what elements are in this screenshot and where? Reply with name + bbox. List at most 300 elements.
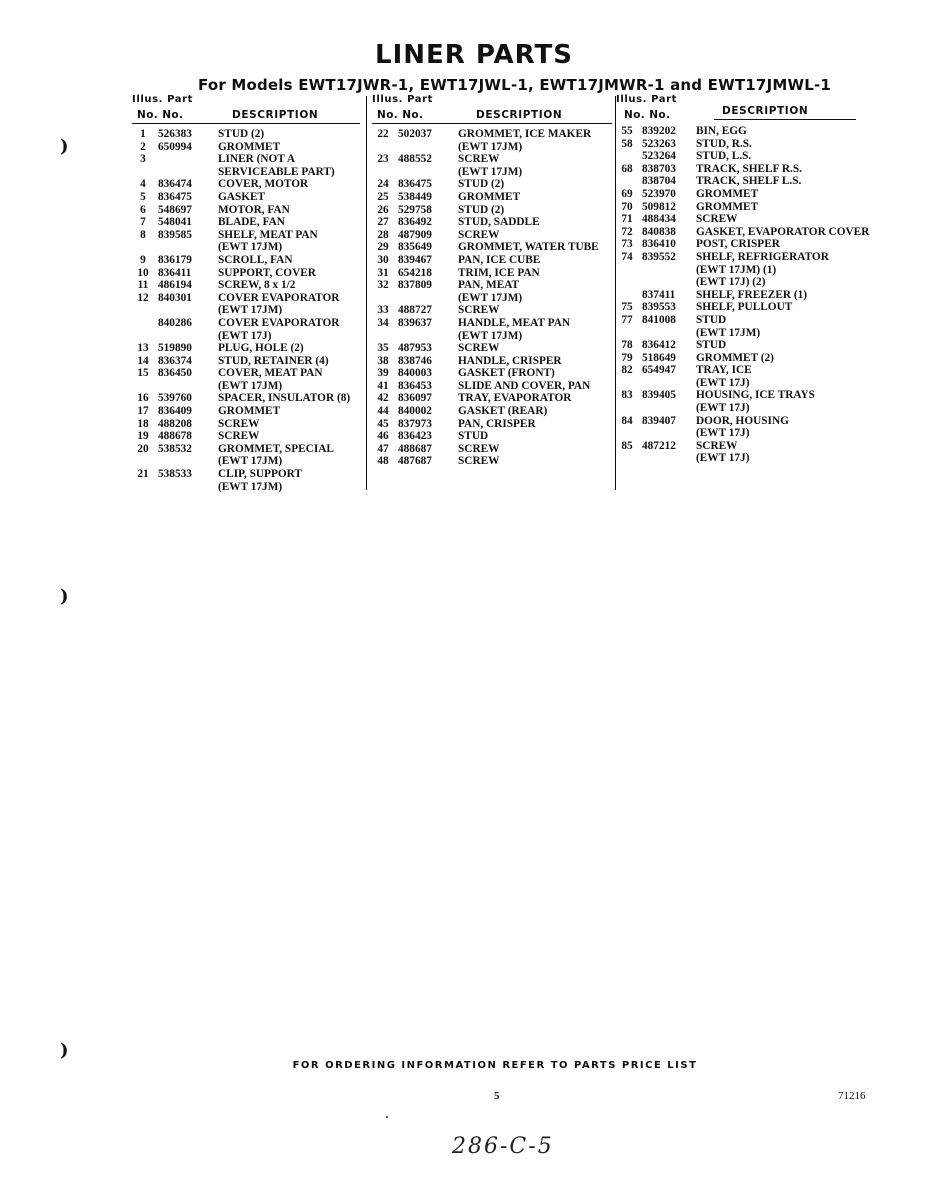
- illus-no: 82: [621, 364, 633, 377]
- illus-no: 72: [621, 225, 633, 238]
- part-no: [154, 166, 216, 179]
- part-no: 835649: [398, 241, 432, 254]
- handwritten-note: 286-C-5: [452, 1134, 554, 1159]
- table-row: [132, 342, 360, 355]
- table-row: [372, 191, 612, 204]
- part-no: 839407: [642, 414, 676, 427]
- column-header: [372, 94, 612, 128]
- part-no: 841008: [642, 313, 676, 326]
- illus-no: 47: [377, 442, 389, 455]
- illus-no: 9: [140, 253, 146, 266]
- models-subtitle: For Models EWT17JWR-1, EWT17JWL-1, EWT17JMWR-1 and EWT17JMWL-1: [198, 76, 832, 94]
- part-description: STUD (2): [458, 203, 505, 216]
- part-description: STUD: [458, 430, 489, 443]
- table-row: [132, 292, 360, 305]
- part-no: [638, 377, 694, 390]
- part-no: 836474: [158, 178, 192, 191]
- part-description: STUD, SADDLE: [458, 216, 540, 229]
- binding-hole-mark: ): [60, 1040, 69, 1061]
- part-no: 518649: [642, 351, 676, 364]
- illus-no: 48: [377, 455, 389, 468]
- part-description: PAN, CRISPER: [458, 417, 536, 430]
- part-description: SCREW: [458, 304, 500, 317]
- illus-no: [616, 427, 638, 440]
- part-description: SCREW: [218, 430, 260, 443]
- header-rule: [132, 123, 360, 124]
- part-no: 650994: [158, 140, 192, 153]
- part-description: HOUSING, ICE TRAYS: [696, 389, 815, 402]
- binding-hole-mark: ): [60, 586, 69, 607]
- part-description: DOOR, HOUSING: [696, 414, 789, 427]
- illus-no: 75: [621, 301, 633, 314]
- illus-no: 44: [377, 405, 389, 418]
- part-no: 487687: [398, 455, 432, 468]
- part-no: 839553: [642, 301, 676, 314]
- part-description: SCREW: [458, 228, 500, 241]
- part-description: STUD, R.S.: [696, 137, 752, 150]
- illus-no: 34: [377, 316, 389, 329]
- part-description: PAN, ICE CUBE: [458, 253, 541, 266]
- table-row: [616, 452, 870, 465]
- parts-rows: [132, 128, 360, 493]
- part-description: GROMMET, SPECIAL: [218, 442, 334, 455]
- part-description: LINER (NOT A: [218, 153, 296, 166]
- part-description: GROMMET: [218, 405, 281, 418]
- description-label: DESCRIPTION: [476, 109, 563, 121]
- illus-no: 2: [140, 140, 146, 153]
- part-description: SLIDE AND COVER, PAN: [458, 379, 591, 392]
- illus-no: [616, 327, 638, 340]
- part-description: STUD (2): [458, 178, 505, 191]
- part-no: 840002: [398, 405, 432, 418]
- illus-no: [132, 481, 154, 494]
- description-label: DESCRIPTION: [232, 109, 319, 121]
- part-description: (EWT 17JM): [218, 455, 283, 468]
- part-no: [154, 241, 216, 254]
- table-row: [132, 178, 360, 191]
- parts-column-3: [616, 94, 870, 465]
- part-description: GROMMET: [696, 200, 759, 213]
- page-number: 5: [494, 1090, 500, 1102]
- part-no: 502037: [398, 128, 432, 140]
- table-row: [616, 163, 870, 176]
- table-row: [616, 138, 870, 151]
- illus-no: 73: [621, 238, 633, 251]
- table-row: [616, 364, 870, 377]
- table-row: [132, 216, 360, 229]
- part-no: 538532: [158, 442, 192, 455]
- part-description: TRIM, ICE PAN: [458, 266, 540, 279]
- part-no: [638, 402, 694, 415]
- part-description: (EWT 17J): [696, 452, 750, 465]
- parts-column-1: [132, 94, 360, 493]
- part-no: 548697: [158, 203, 192, 216]
- part-description: MOTOR, FAN: [218, 203, 290, 216]
- illus-no: [132, 166, 154, 179]
- header-rule: [714, 119, 856, 120]
- illus-no: 8: [140, 228, 146, 241]
- part-no: 526383: [158, 128, 192, 140]
- part-description: (EWT 17JM): [458, 291, 523, 304]
- parts-column-2: [372, 94, 612, 468]
- parts-rows: [372, 128, 612, 468]
- illus-no: 28: [377, 228, 389, 241]
- part-no: 837973: [398, 417, 432, 430]
- part-description: (EWT 17J): [696, 402, 750, 415]
- part-description: (EWT 17J): [696, 427, 750, 440]
- illus-no: 70: [621, 200, 633, 213]
- table-row: [132, 455, 360, 468]
- illus-no: [132, 330, 154, 343]
- table-row: [372, 317, 612, 330]
- table-row: [132, 254, 360, 267]
- table-row: [132, 468, 360, 481]
- part-description: COVER, MEAT PAN: [218, 367, 323, 380]
- illus-no: [132, 380, 154, 393]
- table-row: [132, 241, 360, 254]
- part-description: COVER, MOTOR: [218, 178, 309, 191]
- part-no: [638, 327, 694, 340]
- part-description: (EWT 17J): [696, 376, 750, 389]
- table-row: [372, 443, 612, 456]
- part-description: (EWT 17JM): [218, 304, 283, 317]
- table-row: [616, 201, 870, 214]
- part-no: 836179: [158, 253, 192, 266]
- table-row: [372, 204, 612, 217]
- illus-no: 55: [621, 125, 633, 137]
- part-description: SCREW: [458, 455, 500, 468]
- illus-no: 25: [377, 190, 389, 203]
- illus-no: 85: [621, 439, 633, 452]
- illus-no: 21: [137, 468, 149, 481]
- part-no: 838703: [642, 162, 676, 175]
- part-no: 523970: [642, 187, 676, 200]
- table-row: [616, 352, 870, 365]
- part-description: STUD: [696, 313, 727, 326]
- page-title: LINER PARTS: [375, 40, 573, 70]
- part-description: SHELF, REFRIGERATOR: [696, 250, 829, 263]
- header-rule: [372, 123, 612, 124]
- part-no: 548041: [158, 216, 192, 229]
- illus-no: 1: [140, 128, 146, 140]
- table-row: [616, 314, 870, 327]
- part-description: (EWT 17JM): [218, 480, 283, 493]
- part-no: 486194: [158, 279, 192, 292]
- part-no: [154, 455, 216, 468]
- part-description: CLIP, SUPPORT: [218, 468, 302, 481]
- part-no: 836423: [398, 430, 432, 443]
- illus-no: 5: [140, 190, 146, 203]
- part-description: PLUG, HOLE (2): [218, 342, 304, 355]
- illus-part-label: Illus. Part: [616, 94, 678, 105]
- part-no: [394, 292, 456, 305]
- table-row: [132, 481, 360, 494]
- table-row: [132, 166, 360, 179]
- table-row: [616, 327, 870, 340]
- table-row: [616, 276, 870, 289]
- table-row: [132, 204, 360, 217]
- part-description: SCREW: [458, 153, 500, 166]
- table-row: [372, 392, 612, 405]
- part-no: [154, 153, 216, 166]
- illus-no: 15: [137, 367, 149, 380]
- illus-no: 42: [377, 392, 389, 405]
- part-no: 836453: [398, 379, 432, 392]
- no-no-label: No. No.: [137, 109, 184, 121]
- part-no: 838704: [642, 175, 676, 188]
- part-no: 654218: [398, 266, 432, 279]
- table-row: [616, 226, 870, 239]
- table-row: [372, 241, 612, 254]
- description-label: DESCRIPTION: [722, 105, 809, 117]
- table-row: [616, 175, 870, 188]
- table-row: [372, 254, 612, 267]
- table-row: [372, 418, 612, 431]
- part-description: TRAY, ICE: [696, 364, 752, 377]
- part-no: [638, 264, 694, 277]
- part-no: 839467: [398, 253, 432, 266]
- part-description: (EWT 17JM): [218, 241, 283, 254]
- part-no: 839585: [158, 228, 192, 241]
- illus-no: 22: [377, 128, 389, 140]
- part-description: STUD, L.S.: [696, 150, 752, 163]
- illus-no: [372, 292, 394, 305]
- part-no: 836409: [158, 405, 192, 418]
- part-no: [638, 452, 694, 465]
- table-row: [372, 166, 612, 179]
- part-description: (EWT 17JM): [696, 326, 761, 339]
- illus-no: 10: [137, 266, 149, 279]
- part-description: COVER EVAPORATOR: [218, 291, 340, 304]
- column-header: [132, 94, 360, 128]
- part-description: SCREW: [218, 417, 260, 430]
- part-no: 487953: [398, 342, 432, 355]
- part-description: GROMMET, WATER TUBE: [458, 241, 599, 254]
- part-no: 836450: [158, 367, 192, 380]
- illus-no: 39: [377, 367, 389, 380]
- illus-no: 23: [377, 153, 389, 166]
- table-row: [132, 317, 360, 330]
- part-description: SCREW: [458, 342, 500, 355]
- illus-no: 74: [621, 250, 633, 263]
- illus-no: [132, 317, 154, 330]
- part-no: 840003: [398, 367, 432, 380]
- table-row: [372, 405, 612, 418]
- part-no: [394, 141, 456, 154]
- table-row: [616, 301, 870, 314]
- part-description: GROMMET, ICE MAKER: [458, 128, 592, 140]
- part-no: 539760: [158, 392, 192, 405]
- part-description: SHELF, PULLOUT: [696, 301, 793, 314]
- part-description: SCREW, 8 x 1/2: [218, 279, 296, 292]
- part-no: 523264: [642, 150, 676, 163]
- part-description: (EWT 17JM): [458, 329, 523, 342]
- specks: [386, 1116, 388, 1118]
- part-no: 488727: [398, 304, 432, 317]
- table-row: [616, 238, 870, 251]
- part-no: [154, 380, 216, 393]
- table-row: [616, 415, 870, 428]
- part-description: TRACK, SHELF R.S.: [696, 162, 802, 175]
- part-no: 839405: [642, 389, 676, 402]
- part-no: 836374: [158, 354, 192, 367]
- table-row: [132, 443, 360, 456]
- part-no: 519890: [158, 342, 192, 355]
- illus-no: 13: [137, 342, 149, 355]
- column-divider: [366, 96, 367, 490]
- part-description: POST, CRISPER: [696, 238, 780, 251]
- part-description: SHELF, FREEZER (1): [696, 288, 808, 301]
- illus-no: 77: [621, 313, 633, 326]
- part-description: SPACER, INSULATOR (8): [218, 392, 351, 405]
- table-row: [372, 430, 612, 443]
- part-no: 487909: [398, 228, 432, 241]
- table-row: [132, 191, 360, 204]
- illus-no: [616, 452, 638, 465]
- illus-no: [132, 241, 154, 254]
- table-row: [372, 330, 612, 343]
- part-description: PAN, MEAT: [458, 279, 520, 292]
- part-description: GASKET: [218, 190, 266, 203]
- table-row: [616, 339, 870, 352]
- part-description: GASKET, EVAPORATOR COVER: [696, 225, 870, 238]
- illus-no: 69: [621, 187, 633, 200]
- illus-no: [132, 304, 154, 317]
- part-no: [638, 427, 694, 440]
- part-description: HANDLE, CRISPER: [458, 354, 562, 367]
- table-row: [372, 229, 612, 242]
- illus-no: [616, 264, 638, 277]
- table-row: [132, 418, 360, 431]
- part-no: [638, 276, 694, 289]
- part-no: 523263: [642, 137, 676, 150]
- table-row: [132, 405, 360, 418]
- illus-no: 79: [621, 351, 633, 364]
- part-no: [154, 304, 216, 317]
- table-row: [132, 367, 360, 380]
- table-row: [372, 267, 612, 280]
- table-row: [372, 455, 612, 468]
- part-no: 840301: [158, 291, 192, 304]
- illus-no: [616, 289, 638, 302]
- part-no: 840838: [642, 225, 676, 238]
- table-row: [132, 304, 360, 317]
- illus-no: 26: [377, 203, 389, 216]
- part-description: (EWT 17J): [218, 329, 272, 342]
- part-no: 488434: [642, 213, 676, 226]
- part-no: 836097: [398, 392, 432, 405]
- document-code: 71216: [838, 1090, 866, 1102]
- illus-no: 17: [137, 405, 149, 418]
- part-description: SCROLL, FAN: [218, 253, 293, 266]
- table-row: [372, 342, 612, 355]
- part-description: (EWT 17JM): [458, 165, 523, 178]
- part-no: 839637: [398, 316, 432, 329]
- table-row: [132, 355, 360, 368]
- illus-part-label: Illus. Part: [372, 94, 434, 105]
- no-no-label: No. No.: [624, 109, 671, 121]
- part-no: 839202: [642, 125, 676, 137]
- illus-no: [616, 175, 638, 188]
- illus-no: 46: [377, 430, 389, 443]
- illus-no: 16: [137, 392, 149, 405]
- part-no: 538449: [398, 190, 432, 203]
- column-header: [616, 94, 870, 128]
- table-row: [372, 216, 612, 229]
- part-no: 488687: [398, 442, 432, 455]
- table-row: [616, 289, 870, 302]
- part-description: COVER EVAPORATOR: [218, 316, 340, 329]
- illus-no: 31: [377, 266, 389, 279]
- illus-no: 71: [621, 213, 633, 226]
- part-description: TRACK, SHELF L.S.: [696, 175, 802, 188]
- part-description: GROMMET: [696, 187, 759, 200]
- table-row: [616, 427, 870, 440]
- part-description: GROMMET (2): [696, 351, 774, 364]
- illus-no: 12: [137, 291, 149, 304]
- table-row: [616, 402, 870, 415]
- parts-rows: [616, 125, 870, 465]
- part-no: [154, 481, 216, 494]
- table-row: [132, 128, 360, 141]
- part-description: HANDLE, MEAT PAN: [458, 316, 571, 329]
- table-row: [132, 279, 360, 292]
- illus-no: 33: [377, 304, 389, 317]
- illus-no: [372, 166, 394, 179]
- part-description: TRAY, EVAPORATOR: [458, 392, 572, 405]
- part-description: GASKET (FRONT): [458, 367, 555, 380]
- table-row: [132, 330, 360, 343]
- illus-no: [616, 377, 638, 390]
- table-row: [132, 430, 360, 443]
- part-description: (EWT 17JM): [218, 379, 283, 392]
- part-description: (EWT 17JM): [458, 140, 523, 153]
- part-description: SCREW: [458, 442, 500, 455]
- table-row: [372, 141, 612, 154]
- table-row: [132, 392, 360, 405]
- part-description: SERVICEABLE PART): [218, 165, 335, 178]
- table-row: [372, 304, 612, 317]
- part-description: STUD: [696, 339, 727, 352]
- table-row: [372, 380, 612, 393]
- part-no: 837411: [642, 288, 676, 301]
- binding-hole-mark: ): [60, 136, 69, 157]
- part-no: 836410: [642, 238, 676, 251]
- table-row: [132, 153, 360, 166]
- illus-no: 84: [621, 414, 633, 427]
- part-description: GROMMET: [458, 190, 521, 203]
- table-row: [132, 380, 360, 393]
- part-description: GROMMET: [218, 140, 281, 153]
- illus-no: [372, 330, 394, 343]
- table-row: [616, 150, 870, 163]
- part-description: SCREW: [696, 213, 738, 226]
- part-no: 529758: [398, 203, 432, 216]
- table-row: [616, 188, 870, 201]
- illus-no: [616, 402, 638, 415]
- table-row: [132, 267, 360, 280]
- table-row: [372, 355, 612, 368]
- illus-no: 4: [140, 178, 146, 191]
- illus-no: 78: [621, 339, 633, 352]
- part-no: 488208: [158, 417, 192, 430]
- table-row: [616, 264, 870, 277]
- part-no: 487212: [642, 439, 676, 452]
- table-row: [372, 279, 612, 292]
- illus-no: [616, 150, 638, 163]
- part-description: BLADE, FAN: [218, 216, 285, 229]
- part-no: 836475: [398, 178, 432, 191]
